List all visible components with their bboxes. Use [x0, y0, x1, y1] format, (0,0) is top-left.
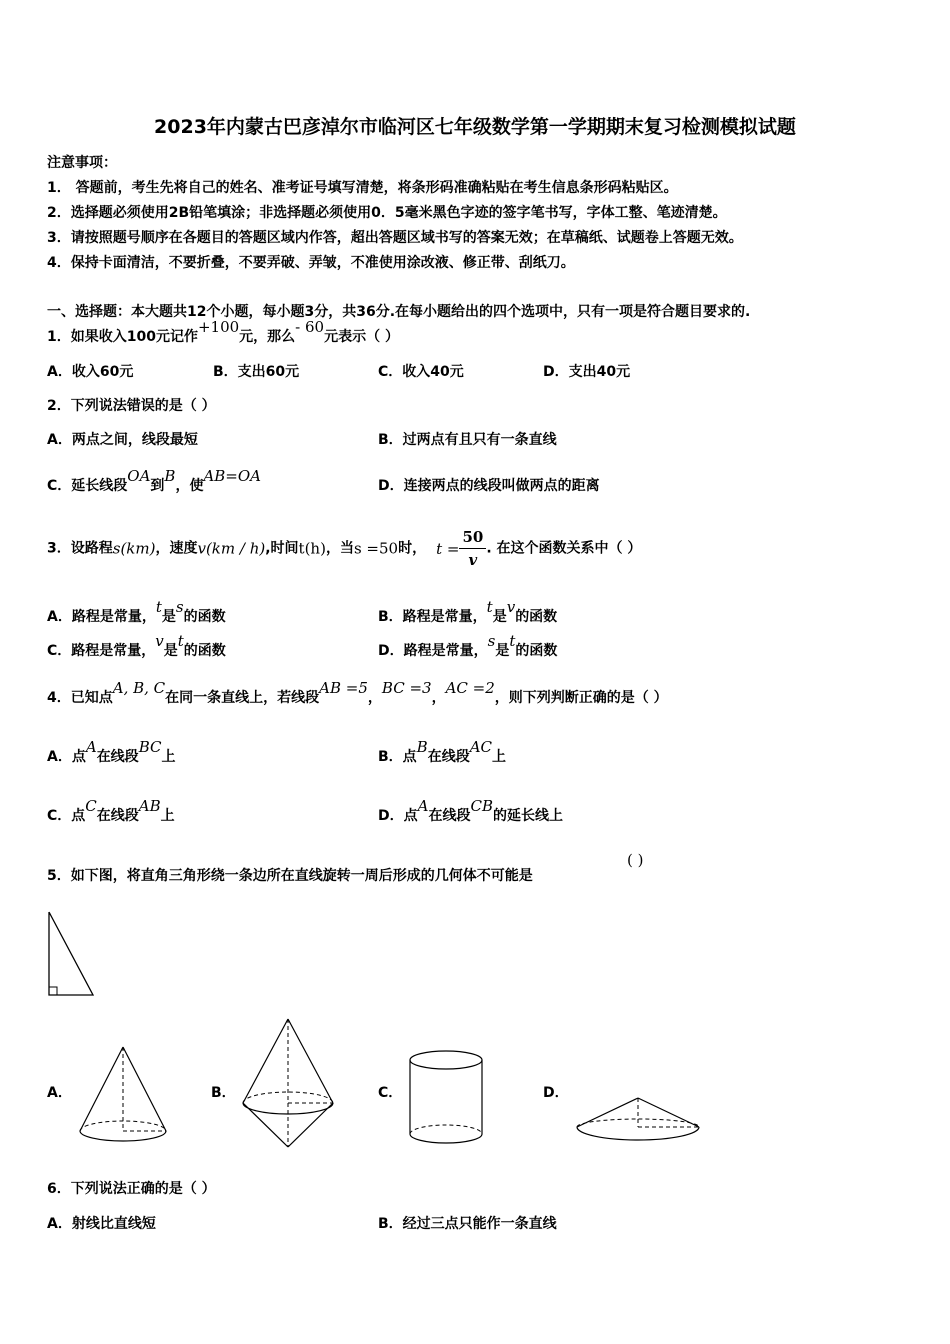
q2c-math: B — [164, 467, 176, 485]
cylinder-figure — [405, 1046, 487, 1150]
q6-option-a: A．射线比直线短 — [47, 1216, 156, 1232]
q3d-text: D．路程是常量， — [378, 643, 488, 659]
q3d-math: s — [487, 632, 496, 650]
q4-math: AB =5 — [319, 679, 368, 697]
cone-figure — [74, 1044, 172, 1148]
q3-option-d — [378, 632, 558, 660]
q4-math: A, B, C — [112, 679, 166, 697]
q3b-text: B．路程是常量， — [378, 609, 487, 625]
q3-math: v(km / h) — [197, 539, 266, 558]
q4-text: ， — [431, 690, 446, 706]
q3a-math: t — [155, 598, 162, 616]
q6-option-b: B．经过三点只能作一条直线 — [378, 1216, 557, 1232]
section-heading: 一、选择题：本大题共12个小题，每小题3分，共36分.在每小题给出的四个选项中，只有一项是符合题目要求的. — [47, 304, 751, 320]
flat-cone-figure — [572, 1090, 704, 1148]
q4-option-d — [378, 797, 563, 825]
q3-math: t = — [436, 539, 460, 558]
question-1-stem — [47, 318, 399, 346]
q4a-math: BC — [138, 738, 162, 756]
q3-text: ，当 — [325, 540, 354, 557]
q4c-math: C — [85, 797, 97, 815]
q3b-text: 是 — [492, 609, 507, 625]
q3-text: 时， — [398, 540, 427, 557]
q2c-text: ，使 — [175, 478, 204, 494]
q3d-text: 是 — [495, 643, 510, 659]
q2c-math: OA — [127, 467, 151, 485]
q2-option-b: B．过两点有且只有一条直线 — [378, 432, 557, 448]
q5-option-a: A． — [47, 1085, 72, 1101]
q4b-text: 上 — [492, 749, 507, 765]
question-5-stem: 5．如下图，将直角三角形绕一条边所在直线旋转一周后形成的几何体不可能是 — [47, 868, 533, 884]
q3-option-a — [47, 598, 226, 626]
q3d-math: t — [509, 632, 516, 650]
q2c-text: C．延长线段 — [47, 478, 128, 494]
q4c-text: C．点 — [47, 808, 86, 824]
q3-math: s(km) — [112, 539, 156, 558]
q4-math: AC =2 — [445, 679, 495, 697]
q3a-text: 的函数 — [183, 609, 226, 625]
notice-item: 1． 答题前，考生先将自己的姓名、准考证号填写清楚，将条形码准确粘贴在考生信息条形码粘贴区。 — [47, 180, 678, 196]
q1-option-d: D．支出40元 — [543, 364, 631, 380]
q4-text: 在同一条直线上，若线段 — [165, 690, 320, 706]
q2-option-c — [47, 467, 262, 495]
q4-option-c — [47, 797, 175, 825]
notice-item: 2．选择题必须使用2B铅笔填涂；非选择题必须使用0．5毫米黑色字迹的签字笔书写，字体工整、笔迹清楚。 — [47, 205, 727, 221]
q4a-math: A — [85, 738, 97, 756]
right-triangle-figure — [44, 908, 98, 1000]
question-6-stem: 6．下列说法正确的是（ ） — [47, 1181, 216, 1197]
notice-item: 4．保持卡面清洁，不要折叠，不要弄破、弄皱，不准使用涂改液、修正带、刮纸刀。 — [47, 255, 575, 271]
question-2-stem: 2．下列说法错误的是（ ） — [47, 398, 216, 414]
q4-option-a — [47, 738, 176, 766]
q4b-text: 在线段 — [427, 749, 470, 765]
q1-option-b: B．支出60元 — [213, 364, 300, 380]
q1-math: +100 — [197, 318, 240, 336]
q3-math: s =50 — [353, 539, 399, 558]
q4d-text: D．点 — [378, 808, 418, 824]
q4-text: ， — [367, 690, 382, 706]
notice-item: 3．请按照题号顺序在各题目的答题区域内作答，超出答题区域书写的答案无效；在草稿纸、试题卷上答题无效。 — [47, 230, 743, 246]
q3-option-c — [47, 632, 226, 660]
q3b-math: t — [486, 598, 493, 616]
q3-frac-num: 50 — [459, 526, 486, 549]
q1-option-a: A．收入60元 — [47, 364, 134, 380]
q3b-text: 的函数 — [515, 609, 558, 625]
q2c-math: AB=OA — [203, 467, 262, 485]
q4d-text: 在线段 — [428, 808, 471, 824]
q3-text: 3．设路程 — [47, 540, 113, 557]
q1-text: 元表示（ ） — [324, 329, 399, 345]
q3-text: . 在这个函数关系中（ ） — [486, 540, 642, 557]
q4-text: 4．已知点 — [47, 690, 113, 706]
q5-option-b: B． — [211, 1085, 236, 1101]
q4c-text: 上 — [160, 808, 175, 824]
q5-option-d: D． — [543, 1085, 569, 1101]
q4a-text: 在线段 — [96, 749, 139, 765]
q4b-math: AC — [469, 738, 493, 756]
q1-text: 元，那么 — [239, 329, 296, 345]
q2-option-d: D．连接两点的线段叫做两点的距离 — [378, 478, 600, 494]
q2-option-a: A．两点之间，线段最短 — [47, 432, 198, 448]
q3c-math: v — [155, 632, 164, 650]
q4c-math: AB — [138, 797, 161, 815]
q3-option-b — [378, 598, 558, 626]
q3-math: t(h) — [298, 539, 326, 558]
q4b-math: B — [416, 738, 428, 756]
q4d-text: 的延长线上 — [492, 808, 563, 824]
q3d-text: 的函数 — [515, 643, 558, 659]
q3-text: ,时间 — [265, 540, 299, 557]
q3-frac-den: v — [468, 551, 478, 569]
q4-text: ，则下列判断正确的是（ ） — [494, 690, 668, 706]
question-3-stem — [47, 526, 641, 571]
double-cone-figure — [238, 1016, 338, 1152]
q5-option-c: C． — [378, 1085, 403, 1101]
q3a-text: 是 — [161, 609, 176, 625]
question-4-stem — [47, 679, 668, 707]
q3a-text: A．路程是常量， — [47, 609, 156, 625]
q4d-math: A — [417, 797, 429, 815]
q1-text: 1．如果收入100元记作 — [47, 329, 198, 345]
q3c-text: C．路程是常量， — [47, 643, 156, 659]
q3-text: ，速度 — [155, 540, 198, 557]
q3a-math: s — [175, 598, 184, 616]
q3c-text: 的函数 — [183, 643, 226, 659]
notice-heading: 注意事项： — [47, 155, 117, 171]
q3c-math: t — [177, 632, 184, 650]
page-title: 2023年内蒙古巴彦淖尔市临河区七年级数学第一学期期末复习检测模拟试题 — [154, 116, 796, 138]
q1-option-c: C．收入40元 — [378, 364, 464, 380]
q4-math: BC =3 — [381, 679, 432, 697]
q4-option-b — [378, 738, 507, 766]
q3-fraction — [459, 526, 486, 571]
q2c-text: 到 — [150, 478, 165, 494]
q4b-text: B．点 — [378, 749, 417, 765]
q3b-math: v — [506, 598, 516, 616]
q4c-text: 在线段 — [96, 808, 139, 824]
q3c-text: 是 — [163, 643, 178, 659]
q1-math: - 60 — [295, 318, 325, 336]
q4a-text: 上 — [161, 749, 176, 765]
q4d-math: CB — [470, 797, 493, 815]
q5-answer-paren: ( ) — [627, 851, 644, 869]
q4a-text: A．点 — [47, 749, 86, 765]
